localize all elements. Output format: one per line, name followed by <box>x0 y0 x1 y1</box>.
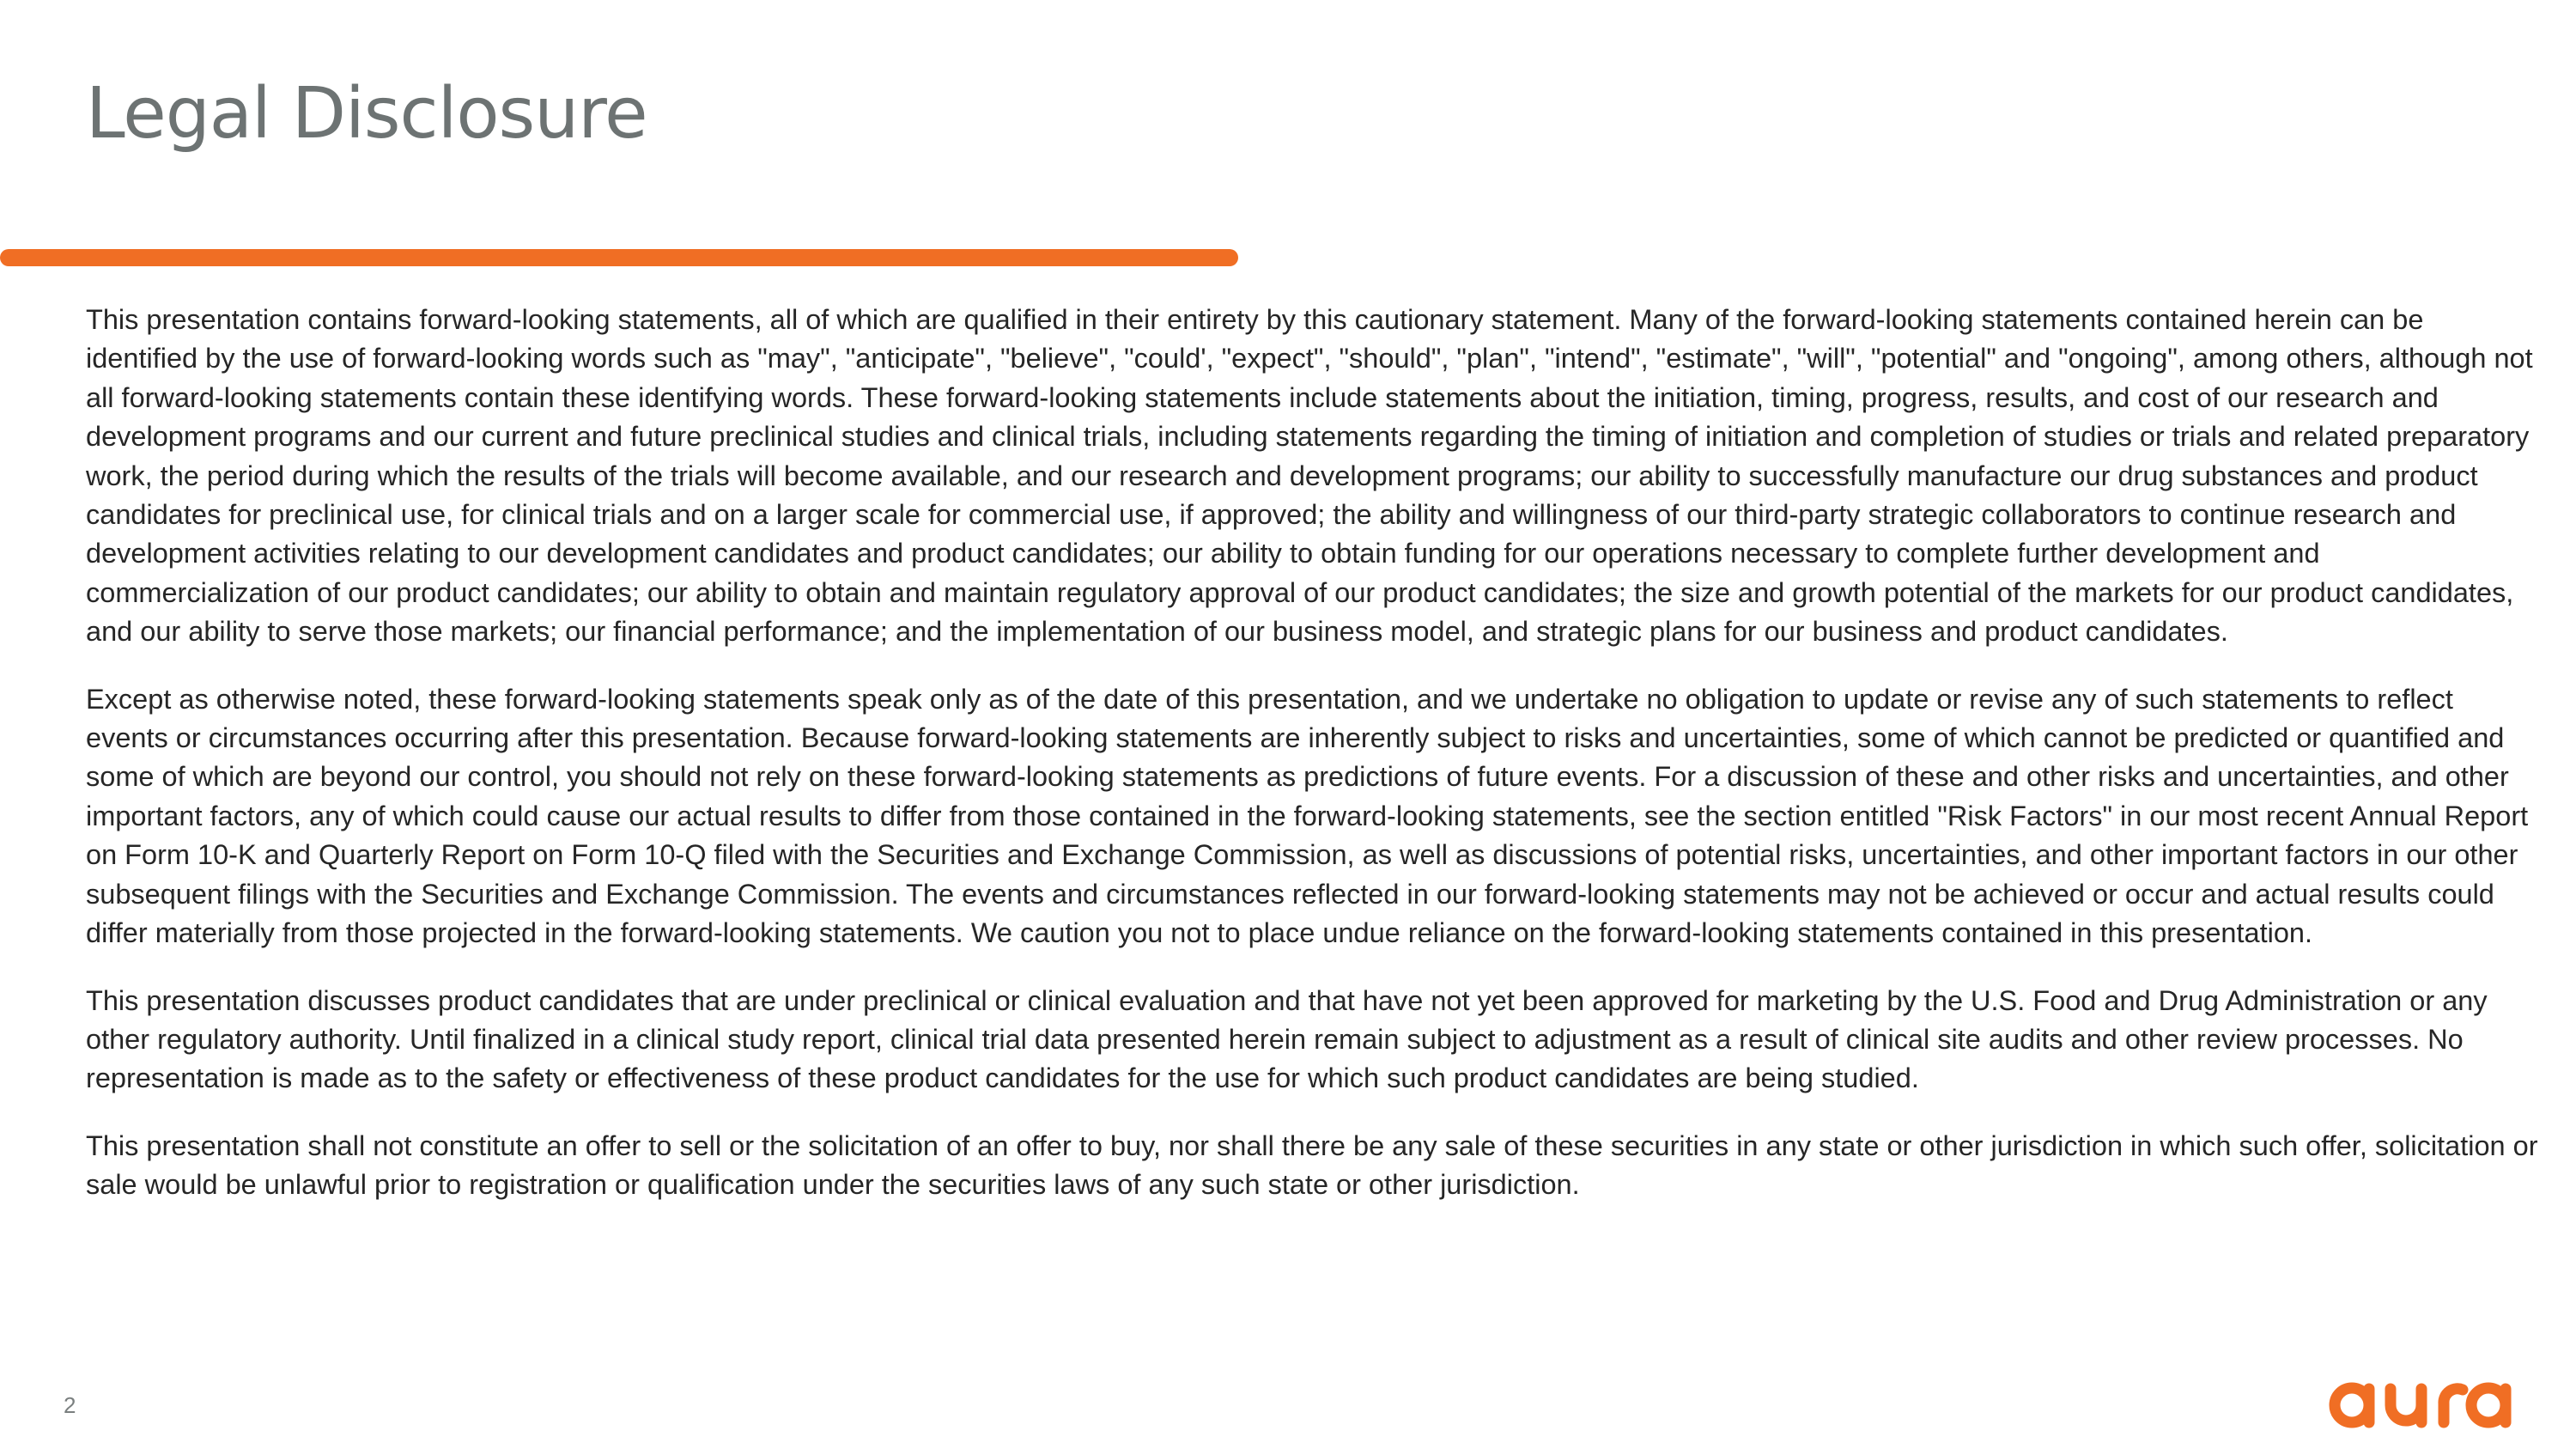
page-number: 2 <box>64 1392 76 1418</box>
disclosure-body <box>86 301 2542 1233</box>
slide-title: Legal Disclosure <box>86 73 647 155</box>
disclosure-paragraph-no-obligation: Except as otherwise noted, these forward-looking statements speak only as of the date of this presentation, and we undertake no obligation to update or revise any of such statements to reflect events or circumstances occurring after this presentation. Because forward-looking statements are inherently subject to risks and uncertainties, some of which cannot be predicted or quantified and some of which are beyond our control, you should not rely on these forward-looking statements as predictions of future events. For a discussion of these and other risks and uncertainties, and other important factors, any of which could cause our actual results to differ from those contained in the forward-looking statements, see the section entitled "Risk Factors" in our most recent Annual Report on Form 10-K and Quarterly Report on Form 10-Q filed with the Securities and Exchange Commission, as well as discussions of potential risks, uncertainties, and other important factors in our other subsequent filings with the Securities and Exchange Commission. The events and circumstances reflected in our forward-looking statements may not be achieved or occur and actual results could differ materially from those projected in the forward-looking statements. We caution you not to place undue reliance on the forward-looking statements contained in this presentation. <box>86 683 2529 949</box>
title-accent-bar <box>0 249 1238 266</box>
aura-logo <box>2325 1373 2531 1429</box>
disclosure-paragraph-forward-looking: This presentation contains forward-looking statements, all of which are qualified in their entirety by this cautionary statement. Many of the forward-looking statements contained herein can be identified by the use of forward-looking words such as "may", "anticipate", "believe", "could', "expect", "should", "plan", "intend", "estimate", "will", "potential" and "ongoing", among others, although not all forward-looking statements contain these identifying words. These forward-looking statements include statements about the initiation, timing, progress, results, and cost of our research and development programs and our current and future preclinical studies and clinical trials, including statements regarding the timing of initiation and completion of studies or trials and related preparatory work, the period during which the results of the trials will become available, and our research and development programs; our ability to successfully manufacture our drug substances and product candidates for preclinical use, for clinical trials and on a larger scale for commercial use, if approved; the ability and willingness of our third-party strategic collaborators to continue research and development activities relating to our development candidates and product candidates; our ability to obtain funding for our operations necessary to complete further development and commercialization of our product candidates; our ability to obtain and maintain regulatory approval of our product candidates; the size and growth potential of the markets for our product candidates, and our ability to serve those markets; our financial performance; and the implementation of our business model, and strategic plans for our business and product candidates. <box>86 304 2533 648</box>
disclosure-paragraph-product-candidates: This presentation discusses product candidates that are under preclinical or clinical evaluation and that have not yet been approved for marketing by the U.S. Food and Drug Administration or any other regulatory authority. Until finalized in a clinical study report, clinical trial data presented herein remain subject to adjustment as a result of clinical site audits and other review processes. No representation is made as to the safety or effectiveness of these product candidates for the use for which such product candidates are being studied. <box>86 984 2488 1094</box>
disclosure-paragraph-no-offer: This presentation shall not constitute an offer to sell or the solicitation of an offer to buy, nor shall there be any sale of these securities in any state or other jurisdiction in which such offer, solicitation or sale would be unlawful prior to registration or qualification under the securities laws of any such state or other jurisdiction. <box>86 1129 2538 1201</box>
